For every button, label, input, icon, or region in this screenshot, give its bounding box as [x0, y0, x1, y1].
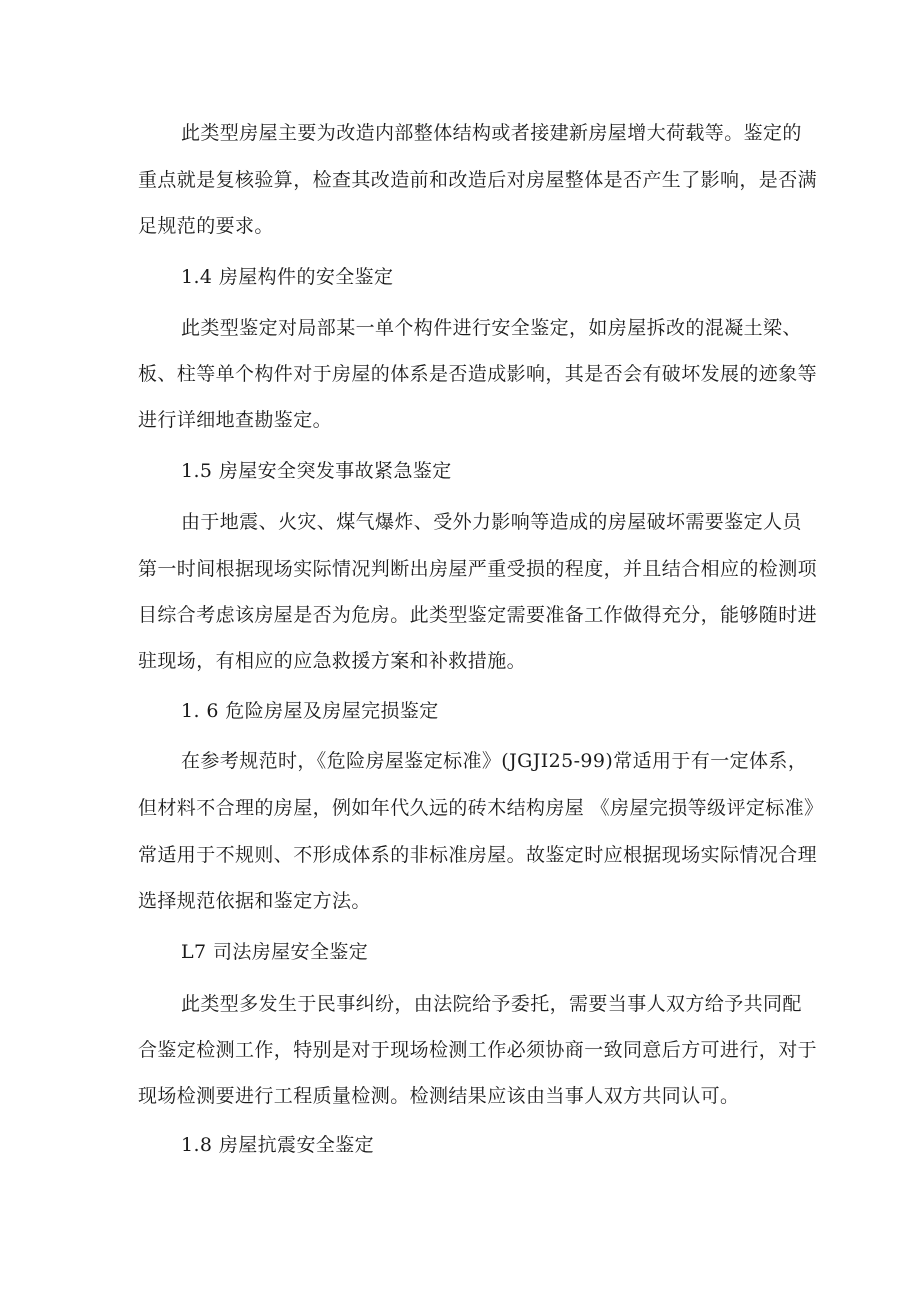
body-text-line: 此类型房屋主要为改造内部整体结构或者接建新房屋增大荷载等。鉴定的	[181, 122, 802, 144]
section-heading-1-7: L7 司法房屋安全鉴定	[181, 941, 369, 963]
body-text-line: 但材料不合理的房屋，例如年代久远的砖木结构房屋 《房屋完损等级评定标准》	[138, 797, 824, 819]
section-heading-1-4: 1.4 房屋构件的安全鉴定	[181, 266, 394, 288]
body-text-line: 目综合考虑该房屋是否为危房。此类型鉴定需要准备工作做得充分，能够随时进	[138, 604, 818, 626]
section-heading-1-6: 1. 6 危险房屋及房屋完损鉴定	[181, 700, 439, 722]
body-text-line: 进行详细地查勘鉴定。	[138, 409, 333, 431]
body-text-line: 此类型鉴定对局部某一单个构件进行安全鉴定，如房屋拆改的混凝土梁、	[181, 317, 802, 339]
section-heading-1-8: 1.8 房屋抗震安全鉴定	[181, 1134, 375, 1156]
body-text-line: 第一时间根据现场实际情况判断出房屋严重受损的程度，并且结合相应的检测项	[138, 558, 818, 580]
body-text-line: 常适用于不规则、不形成体系的非标准房屋。故鉴定时应根据现场实际情况合理	[138, 844, 818, 866]
body-text-line: 此类型多发生于民事纠纷，由法院给予委托，需要当事人双方给予共同配	[181, 993, 802, 1015]
body-text-line: 板、柱等单个构件对于房屋的体系是否造成影响，其是否会有破坏发展的迹象等	[138, 363, 818, 385]
body-text-line: 现场检测要进行工程质量检测。检测结果应该由当事人双方共同认可。	[138, 1085, 740, 1107]
body-text-line: 驻现场，有相应的应急救援方案和补救措施。	[138, 650, 527, 672]
section-heading-1-5: 1.5 房屋安全突发事故紧急鉴定	[181, 460, 452, 482]
body-text-line: 选择规范依据和鉴定方法。	[138, 890, 371, 912]
body-text-line: 在参考规范时，《危险房屋鉴定标准》(JGJI25-99)常适用于有一定体系，	[181, 750, 808, 772]
body-text-line: 重点就是复核验算，检查其改造前和改造后对房屋整体是否产生了影响，是否满	[138, 169, 818, 191]
body-text-line: 足规范的要求。	[138, 215, 274, 237]
body-text-line: 由于地震、火灾、煤气爆炸、受外力影响等造成的房屋破坏需要鉴定人员	[181, 511, 802, 533]
body-text-line: 合鉴定检测工作，特别是对于现场检测工作必须协商一致同意后方可进行，对于	[138, 1039, 818, 1061]
